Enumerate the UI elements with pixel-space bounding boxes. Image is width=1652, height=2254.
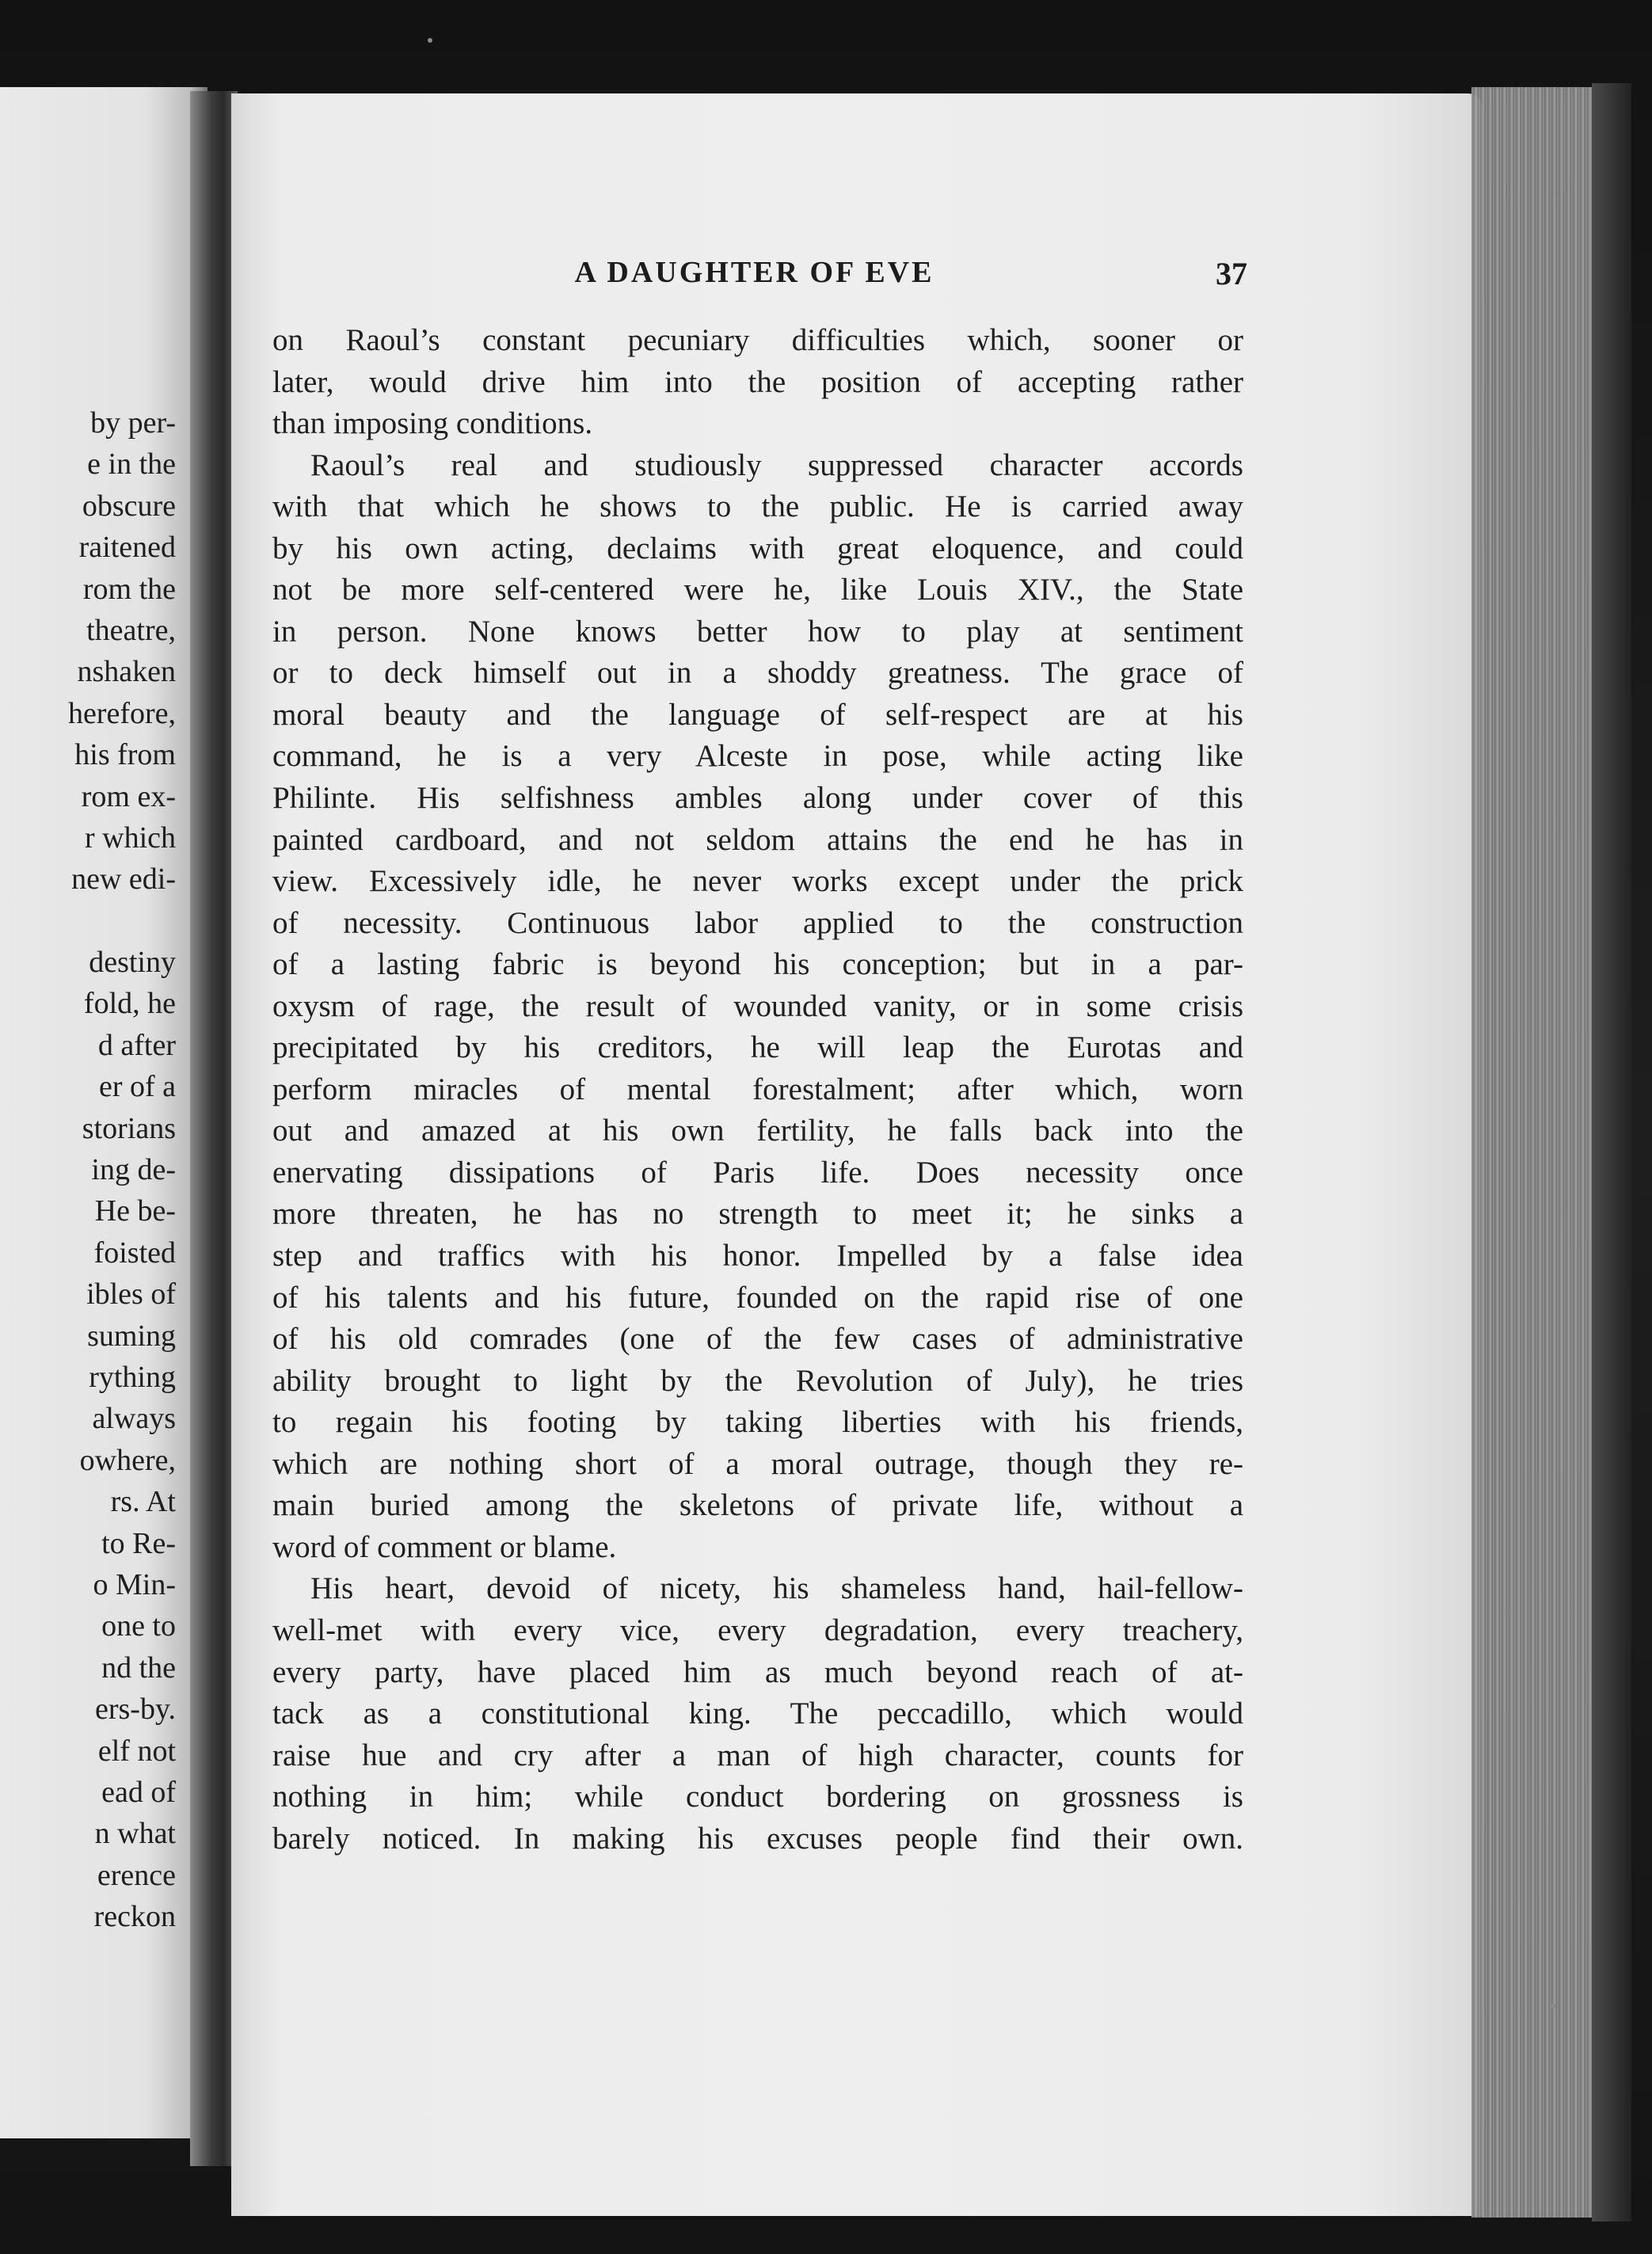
text-line: Raoul’s real and studiously suppressed character accords <box>310 447 1243 482</box>
text-line: oxysm of rage, the result of wounded vanity, or in some crisis <box>272 988 1243 1023</box>
facing-page-text <box>0 402 176 1937</box>
text-line: than imposing conditions. <box>272 406 593 441</box>
text-line: command, he is a very Alceste in pose, while acting like <box>272 739 1243 774</box>
text-line: in person. None knows better how to play at sentiment <box>272 614 1243 649</box>
text-line: of his old comrades (one of the few cases of administrative <box>272 1322 1243 1357</box>
facing-page-line: ing de- <box>91 1153 176 1187</box>
text-line: to regain his footing by taking liberties with his friends, <box>272 1405 1243 1440</box>
facing-page-line: elf not <box>97 1734 176 1768</box>
facing-page-line: rything <box>89 1360 176 1394</box>
facing-page-line: storians <box>82 1111 176 1145</box>
facing-page-line: owhere, <box>79 1443 176 1477</box>
page-number: 37 <box>1216 256 1247 291</box>
text-line: or to deck himself out in a shoddy greatness. The grace of <box>272 656 1243 691</box>
facing-page-line: ead of <box>101 1775 176 1809</box>
facing-page-line: raitened <box>78 531 176 565</box>
text-line: well-met with every vice, every degradation, every treachery, <box>272 1612 1243 1647</box>
text-line: nothing in him; while conduct bordering on grossness is <box>272 1780 1243 1814</box>
page-edges <box>1471 87 1598 2218</box>
facing-page-line: suming <box>87 1319 176 1353</box>
text-line: painted cardboard, and not seldom attains the end he has in <box>272 822 1243 857</box>
facing-page-line: He be- <box>94 1194 176 1228</box>
facing-page-gap <box>0 900 176 942</box>
text-line: step and traffics with his honor. Impelled by a false idea <box>272 1239 1243 1274</box>
facing-page-line: rom ex- <box>81 779 176 813</box>
text-line: which are nothing short of a moral outrage, though they re- <box>272 1446 1243 1481</box>
text-line: perform miracles of mental forestalment; after which, worn <box>272 1072 1243 1106</box>
text-line: enervating dissipations of Paris life. Does necessity once <box>272 1155 1243 1190</box>
facing-page-line: erence <box>97 1858 176 1892</box>
text-line: His heart, devoid of nicety, his shameless hand, hail-fellow- <box>310 1571 1243 1606</box>
facing-page-line: always <box>92 1402 176 1436</box>
facing-page-line: theatre, <box>86 613 176 647</box>
facing-page-line: herefore, <box>67 696 176 730</box>
facing-page-line: new edi- <box>71 862 176 897</box>
dust-speck <box>1551 2004 1555 2008</box>
facing-page-line: ers-by. <box>95 1692 176 1727</box>
text-line: not be more self-centered were he, like Louis XIV., the State <box>272 573 1243 607</box>
facing-page-line: foisted <box>93 1236 176 1270</box>
facing-page-line: one to <box>101 1609 176 1643</box>
text-line: out and amazed at his own fertility, he falls back into the <box>272 1114 1243 1148</box>
text-line: later, would drive him into the position of accepting rather <box>272 364 1243 399</box>
book-edge-shadow <box>1592 83 1631 2222</box>
text-line: barely noticed. In making his excuses people find their own. <box>272 1821 1243 1856</box>
text-line: more threaten, he has no strength to meet it; he sinks a <box>272 1197 1243 1232</box>
facing-page-line: reckon <box>93 1900 176 1934</box>
text-line: of necessity. Continuous labor applied to the construction <box>272 905 1243 940</box>
text-line: ability brought to light by the Revolution of July), he tries <box>272 1363 1243 1398</box>
facing-page-line: destiny <box>89 946 176 980</box>
facing-page-line: his from <box>74 738 176 772</box>
text-line: Philinte. His selfishness ambles along under cover of this <box>272 781 1243 816</box>
facing-page-line: n what <box>94 1817 176 1851</box>
facing-page-line: nd the <box>101 1651 176 1685</box>
facing-page-line: o Min- <box>93 1567 176 1601</box>
text-line: of his talents and his future, founded on the rapid rise of one <box>272 1280 1243 1315</box>
text-line: raise hue and cry after a man of high character, counts for <box>272 1738 1243 1772</box>
facing-page-line: d after <box>97 1028 176 1062</box>
text-line: main buried among the skeletons of private life, without a <box>272 1488 1243 1523</box>
facing-page-line: rs. At <box>110 1485 176 1519</box>
facing-page-line: obscure <box>82 489 176 523</box>
running-head <box>261 255 1247 303</box>
facing-page-line: e in the <box>87 447 176 482</box>
facing-page-line: rom the <box>82 572 176 606</box>
running-title: A DAUGHTER OF EVE <box>574 256 934 289</box>
text-line: every party, have placed him as much beyond reach of at- <box>272 1654 1243 1689</box>
facing-page-line: to Re- <box>101 1526 176 1560</box>
book-gutter <box>190 91 238 2166</box>
facing-page-line: by per- <box>90 406 176 440</box>
facing-page-line: ibles of <box>86 1277 176 1312</box>
facing-page <box>0 87 207 2138</box>
text-line: by his own acting, declaims with great eloquence, and could <box>272 531 1243 565</box>
text-line: view. Excessively idle, he never works except under the prick <box>272 864 1243 899</box>
text-line: moral beauty and the language of self-respect are at his <box>272 697 1243 732</box>
text-line: tack as a constitutional king. The peccadillo, which would <box>272 1696 1243 1731</box>
facing-page-line: fold, he <box>83 987 176 1021</box>
text-line: of a lasting fabric is beyond his conception; but in a par- <box>272 947 1243 982</box>
facing-page-line: er of a <box>98 1070 176 1104</box>
text-line: on Raoul’s constant pecuniary difficulties which, sooner or <box>272 323 1243 357</box>
text-line: with that which he shows to the public. He is carried away <box>272 489 1243 524</box>
text-line: word of comment or blame. <box>272 1529 617 1564</box>
facing-page-line: r which <box>84 821 176 855</box>
text-line: precipitated by his creditors, he will leap the Eurotas and <box>272 1030 1243 1065</box>
facing-page-line: nshaken <box>77 655 176 689</box>
body-text <box>272 320 1243 1860</box>
dust-speck <box>428 38 432 43</box>
